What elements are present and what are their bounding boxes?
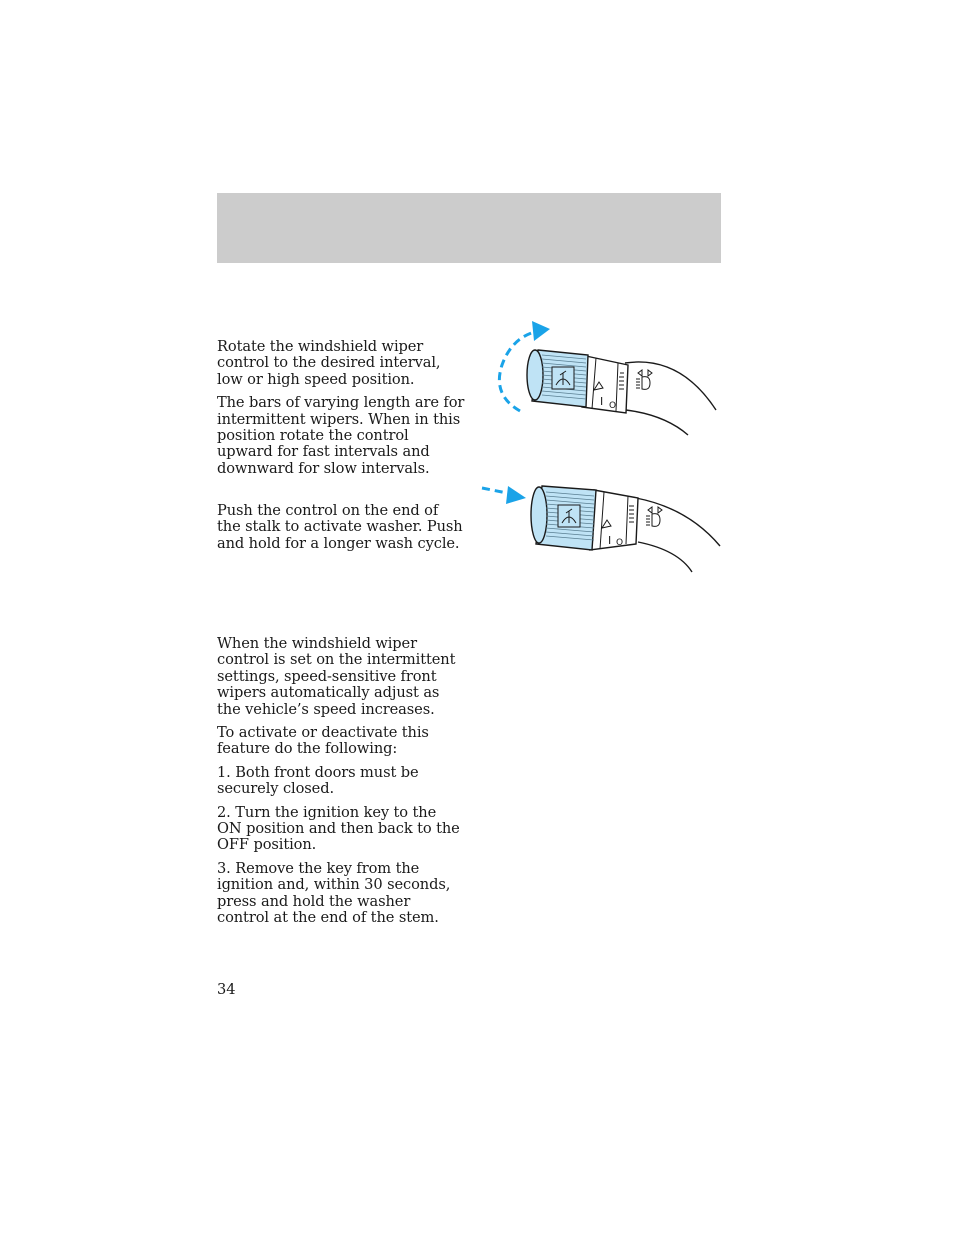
step-item: 3. Remove the key from the ignition and, within 30 seconds, press and hold the washer control at the end of the stem. [217, 859, 451, 927]
speed-sensitive-instructions [217, 636, 465, 934]
headlamp-icon [646, 507, 662, 526]
rotate-instructions [217, 339, 465, 484]
stalk-mark-off: O [616, 538, 624, 548]
paragraph: The bars of varying length are for intermittent wipers. When in this position rotate the control upward for fast intervals and downward for slow intervals. [217, 394, 465, 477]
step-item: 2. Turn the ignition key to the ON position and then back to the OFF position. [217, 803, 460, 854]
push-arrowhead-icon [506, 486, 526, 504]
paragraph: When the windshield wiper control is set on the intermittent settings, speed-sensitive front wipers automatically adjust as the vehicle’s speed increases. [217, 635, 456, 718]
washer-instructions [217, 503, 465, 559]
page-number: 34 [217, 981, 236, 998]
washer-push-illustration [478, 478, 728, 578]
paragraph: Push the control on the end of the stalk to activate washer. Push and hold for a longer wash cycle. [217, 502, 463, 552]
stalk-mark-high: I [600, 395, 604, 408]
step-item: 1. Both front doors must be securely closed. [217, 763, 419, 798]
paragraph: To activate or deactivate this feature do the following: [217, 724, 429, 758]
section-header-band [217, 193, 721, 263]
paragraph: Rotate the windshield wiper control to the desired interval, low or high speed position. [217, 338, 441, 388]
stalk-mark-high: I [608, 534, 612, 547]
stalk-mark-off: O [609, 401, 617, 411]
wiper-rotate-illustration [490, 315, 725, 445]
headlamp-icon [636, 370, 652, 389]
rotate-arrowhead-icon [532, 321, 550, 341]
